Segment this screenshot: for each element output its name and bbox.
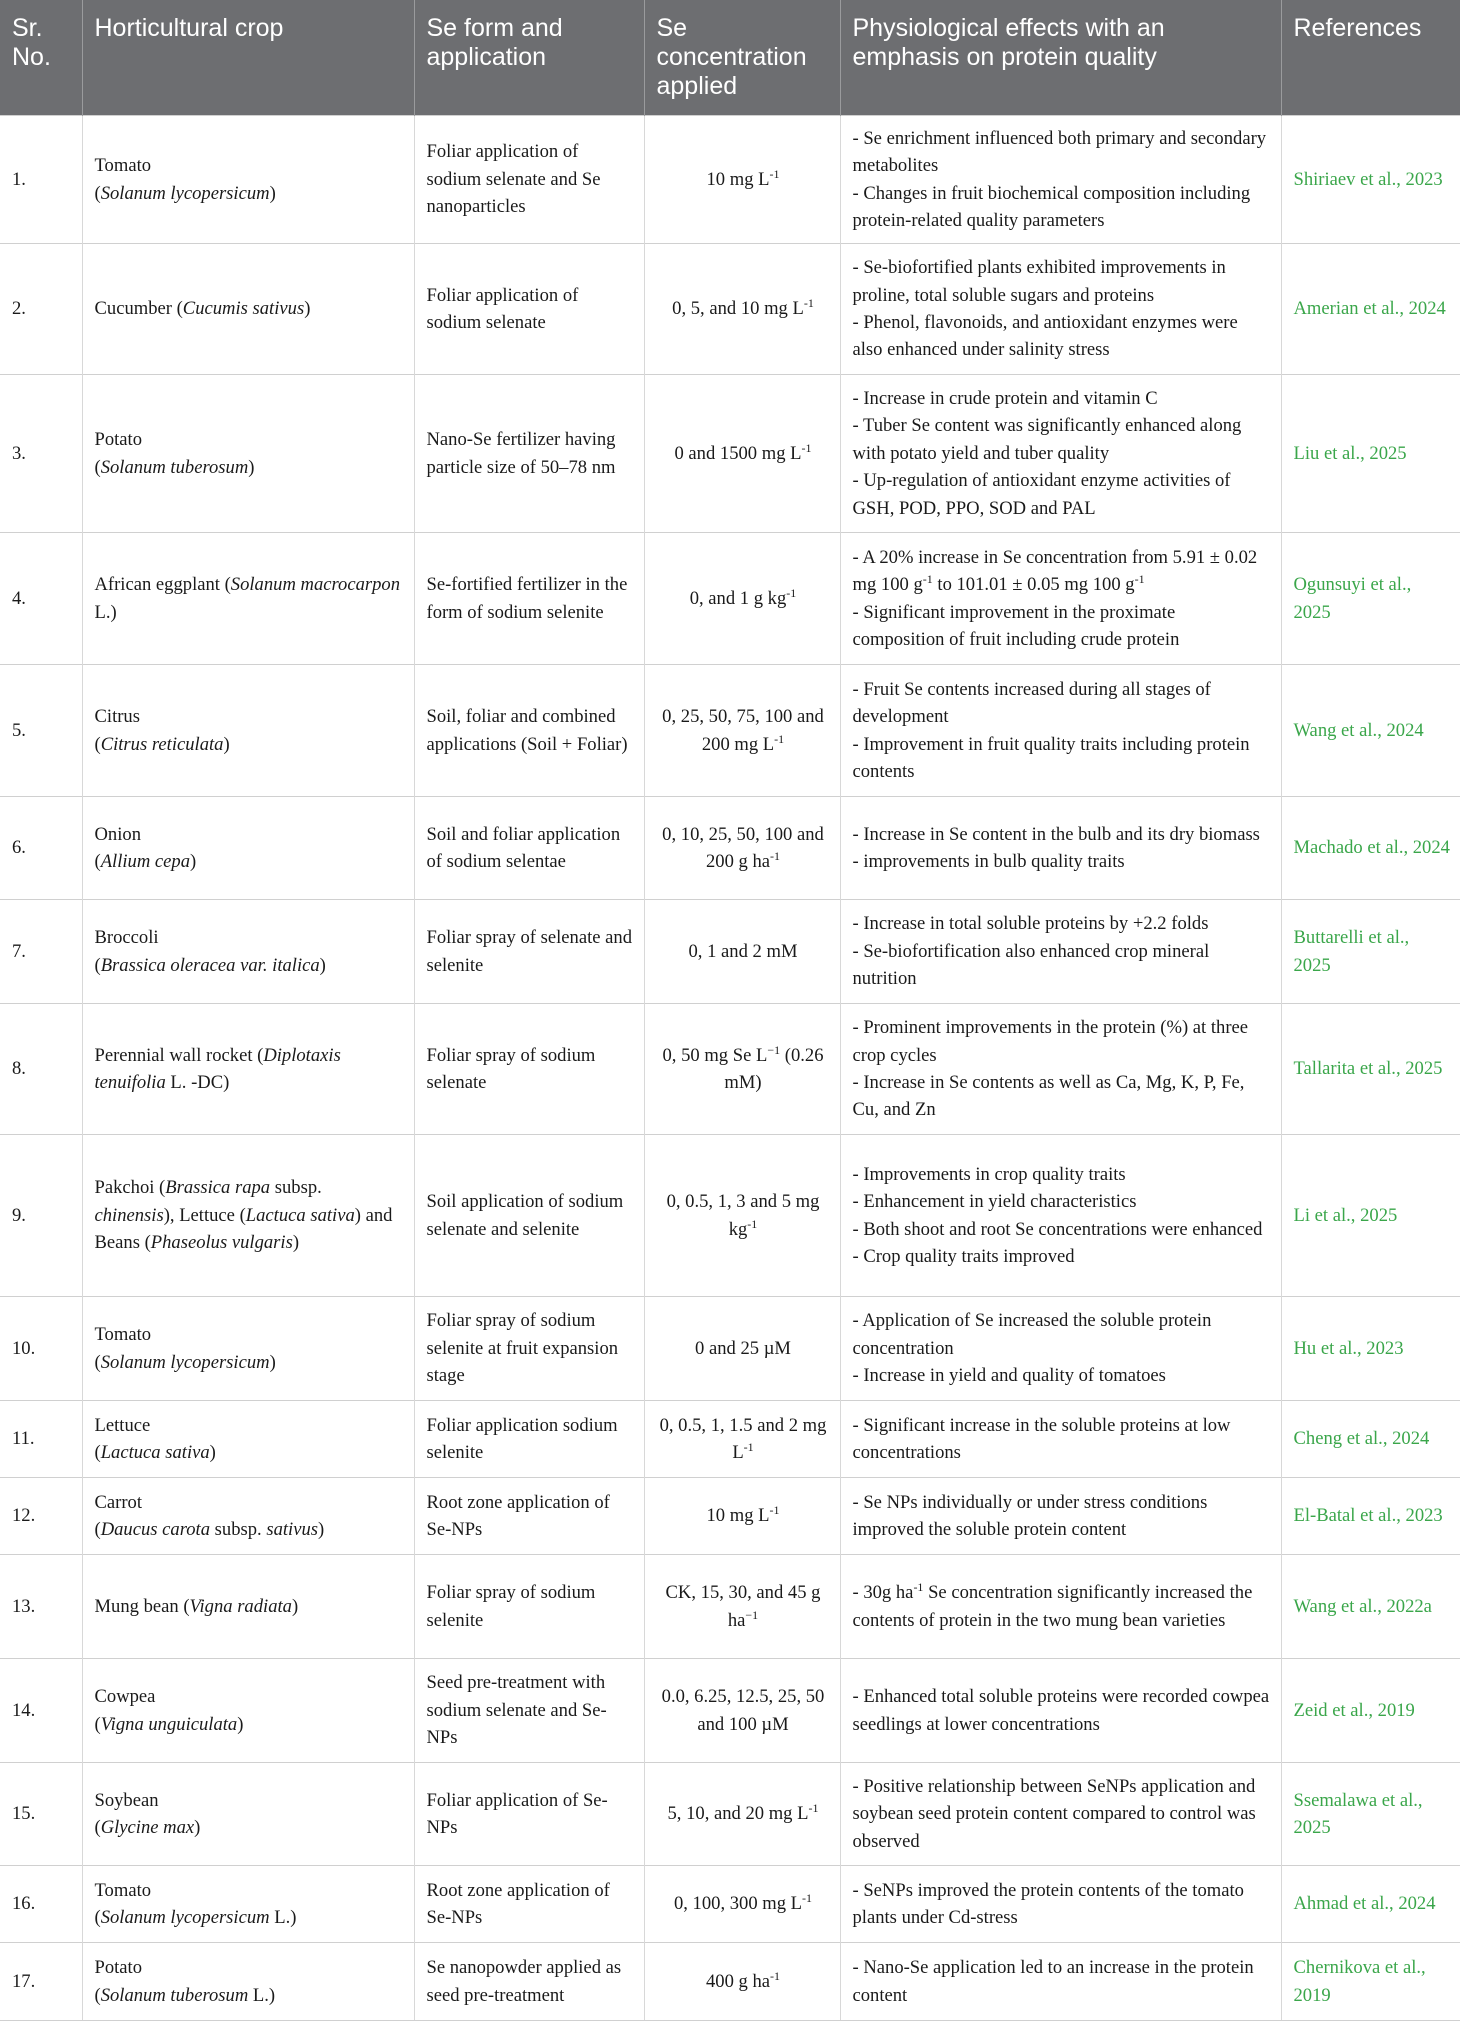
reference-link[interactable]: Amerian et al., 2024 [1281,244,1460,375]
effect-item: - Changes in fruit biochemical composition including protein-related quality parameters [852,182,1251,231]
sr-no-cell: 14. [0,1659,82,1763]
se-concentration-cell: 0.0, 6.25, 12.5, 25, 50 and 100 µM [644,1659,840,1763]
effect-item: - A 20% increase in Se concentration from 5.91 ± 0.02 mg 100 $g^{-1}$ to 101.01 ± 0.05 mg 100 $g^{-1}$ [852,546,1258,596]
sr-no-cell: 11. [0,1401,82,1478]
effect-item: - Increase in Se content in the bulb and its dry biomass [852,823,1260,845]
physiological-effects-cell [840,533,1281,665]
physiological-effects-cell [840,1866,1281,1943]
reference-link[interactable]: Zeid et al., 2019 [1281,1659,1460,1763]
se-concentration-cell: 0, 50 mg Se $L^{-1}$ (0.26 mM) [644,1004,840,1135]
se-form-cell: Se nanopowder applied as seed pre-treatment [414,1943,644,2021]
effect-item: - Enhancement in yield characteristics [852,1191,1137,1213]
sr-no-cell: 16. [0,1866,82,1943]
table-row [0,375,1460,533]
se-concentration-cell: 10 mg $L^{-1}$ [644,1478,840,1555]
sr-no-cell: 12. [0,1478,82,1555]
crop-cell: Onion (Allium cepa) [82,797,414,900]
effect-item: - Se-biofortified plants exhibited improvements in proline, total soluble sugars and proteins [852,257,1226,306]
se-form-cell: Foliar application sodium selenite [414,1401,644,1478]
effect-item: - Improvement in fruit quality traits including protein contents [852,733,1250,782]
effect-item: - Se NPs individually or under stress conditions improved the soluble protein content [852,1491,1208,1540]
physiological-effects-cell [840,1763,1281,1866]
effect-item: - Se-biofortification also enhanced crop mineral nutrition [852,940,1210,990]
physiological-effects-cell [840,116,1281,244]
effect-item: - improvements in bulb quality traits [852,851,1125,872]
reference-link[interactable]: Ssemalawa et al., 2025 [1281,1763,1460,1866]
se-concentration-cell: 0, and 1 g $kg^{-1}$ [644,533,840,665]
reference-link[interactable]: Tallarita et al., 2025 [1281,1004,1460,1135]
crop-cell: Cucumber (Cucumis sativus) [82,244,414,375]
effect-item: - Prominent improvements in the protein (%) at three crop cycles [852,1017,1249,1066]
crop-cell: African eggplant (Solanum macrocarpon L.) [82,533,414,665]
header-sr-no: Sr. No. [0,0,82,116]
sr-no-cell: 17. [0,1943,82,2021]
se-form-cell: Foliar application of sodium selenate and Se nanoparticles [414,116,644,244]
table-header [0,0,1460,116]
crop-cell: Potato (Solanum tuberosum L.) [82,1943,414,2021]
effect-item: - Enhanced total soluble proteins were recorded cowpea seedlings at lower concentrations [852,1686,1270,1735]
reference-link[interactable]: Machado et al., 2024 [1281,797,1460,900]
se-concentration-cell: 0, 1 and 2 mM [644,900,840,1004]
crop-cell: Cowpea (Vigna unguiculata) [82,1659,414,1763]
physiological-effects-cell [840,1297,1281,1401]
sr-no-cell: 4. [0,533,82,665]
table-row [0,1004,1460,1135]
sr-no-cell: 5. [0,665,82,797]
effect-item: - 30g $ha^{-1}$ Se concentration significantly increased the contents of protein in the two mung bean varieties [852,1579,1253,1631]
physiological-effects-cell [840,1004,1281,1135]
table-row [0,900,1460,1004]
se-concentration-cell: 0, 10, 25, 50, 100 and 200 g $ha^{-1}$ [644,797,840,900]
sr-no-cell: 13. [0,1555,82,1659]
crop-cell: Potato (Solanum tuberosum) [82,375,414,533]
reference-link[interactable]: Li et al., 2025 [1281,1135,1460,1297]
table-row [0,1943,1460,2021]
reference-link[interactable]: Buttarelli et al., 2025 [1281,900,1460,1004]
effect-item: - Increase in yield and quality of tomatoes [852,1365,1166,1387]
effect-item: - Positive relationship between SeNPs application and soybean seed protein content compared to control was observed [852,1775,1256,1852]
crop-cell: Broccoli (Brassica oleracea var. italica) [82,900,414,1004]
header-se-concentration: Se concentration applied [644,0,840,116]
reference-link[interactable]: El-Batal et al., 2023 [1281,1478,1460,1555]
se-form-cell: Nano-Se fertilizer having particle size of 50–78 nm [414,375,644,533]
sr-no-cell: 10. [0,1297,82,1401]
crop-cell: Tomato (Solanum lycopersicum L.) [82,1866,414,1943]
se-form-cell: Foliar application of Se-NPs [414,1763,644,1866]
header-row [0,0,1460,116]
sr-no-cell: 6. [0,797,82,900]
effect-item: - Crop quality traits improved [852,1245,1075,1267]
se-concentration-cell: 5, 10, and 20 mg $L^{-1}$ [644,1763,840,1866]
physiological-effects-cell [840,665,1281,797]
effect-item: - Both shoot and root Se concentrations were enhanced [852,1218,1263,1240]
se-concentration-cell: 0 and 1500 mg $L^{-1}$ [644,375,840,533]
se-form-cell: Root zone application of Se-NPs [414,1866,644,1943]
sr-no-cell: 1. [0,116,82,244]
reference-link[interactable]: Chernikova et al., 2019 [1281,1943,1460,2021]
effect-item: - SeNPs improved the protein contents of the tomato plants under Cd-stress [852,1879,1244,1928]
crop-cell: Lettuce (Lactuca sativa) [82,1401,414,1478]
effect-item: - Se enrichment influenced both primary and secondary metabolites [852,127,1267,177]
reference-link[interactable]: Shiriaev et al., 2023 [1281,116,1460,244]
se-form-cell: Foliar spray of sodium selenite [414,1555,644,1659]
effect-item: - Improvements in crop quality traits [852,1163,1126,1185]
table-row [0,533,1460,665]
effect-item: - Increase in total soluble proteins by +2.2 folds [852,913,1209,935]
table-row [0,1478,1460,1555]
se-concentration-cell: 10 mg $L^{-1}$ [644,116,840,244]
physiological-effects-cell [840,1943,1281,2021]
effect-item: - Application of Se increased the soluble protein concentration [852,1310,1212,1359]
sr-no-cell: 2. [0,244,82,375]
table-row [0,1659,1460,1763]
sr-no-cell: 8. [0,1004,82,1135]
se-form-cell: Soil and foliar application of sodium selentae [414,797,644,900]
crop-cell: Tomato (Solanum lycopersicum) [82,1297,414,1401]
se-concentration-cell: 400 g $ha^{-1}$ [644,1943,840,2021]
physiological-effects-cell [840,375,1281,533]
effect-item: - Increase in crude protein and vitamin C [852,387,1158,409]
se-concentration-cell: 0, 0.5, 1, 1.5 and 2 mg $L^{-1}$ [644,1401,840,1478]
crop-cell: Pakchoi (Brassica rapa subsp. chinensis), Lettuce (Lactuca sativa) and Beans (Phaseolus vulgaris) [82,1135,414,1297]
se-form-cell: Foliar application of sodium selenate [414,244,644,375]
physiological-effects-cell [840,1555,1281,1659]
physiological-effects-cell [840,797,1281,900]
header-references: References [1281,0,1460,116]
physiological-effects-cell [840,244,1281,375]
reference-link[interactable]: Cheng et al., 2024 [1281,1401,1460,1478]
effect-item: - Fruit Se contents increased during all stages of development [852,678,1211,728]
crop-cell: Soybean (Glycine max) [82,1763,414,1866]
sr-no-cell: 3. [0,375,82,533]
header-horticultural-crop: Horticultural crop [82,0,414,116]
effect-item: - Significant increase in the soluble proteins at low concentrations [852,1414,1231,1463]
se-concentration-cell: 0, 100, 300 mg $L^{-1}$ [644,1866,840,1943]
effect-item: - Up-regulation of antioxidant enzyme activities of GSH, POD, PPO, SOD and PAL [852,470,1231,519]
effect-item: - Significant improvement in the proximate composition of fruit including crude protein [852,601,1180,650]
table-row [0,1555,1460,1659]
crop-cell: Citrus (Citrus reticulata) [82,665,414,797]
crop-cell: Mung bean (Vigna radiata) [82,1555,414,1659]
se-concentration-cell: 0, 5, and 10 mg $L^{-1}$ [644,244,840,375]
table-row [0,116,1460,244]
effect-item: - Tuber Se content was significantly enhanced along with potato yield and tuber quality [852,415,1242,464]
se-concentration-cell: 0, 0.5, 1, 3 and 5 mg $kg^{-1}$ [644,1135,840,1297]
table-row [0,1763,1460,1866]
physiological-effects-cell [840,1135,1281,1297]
se-form-cell: Root zone application of Se-NPs [414,1478,644,1555]
sr-no-cell: 15. [0,1763,82,1866]
table-row [0,244,1460,375]
table-row [0,797,1460,900]
sr-no-cell: 7. [0,900,82,1004]
header-se-form: Se form and application [414,0,644,116]
header-physiological-effects: Physiological effects with an emphasis on protein quality [840,0,1281,116]
crop-cell: Perennial wall rocket (Diplotaxis tenuifolia L. -DC) [82,1004,414,1135]
se-concentration-cell: CK, 15, 30, and 45 g $ha^{-1}$ [644,1555,840,1659]
table-row [0,1297,1460,1401]
se-form-cell: Se-fortified fertilizer in the form of sodium selenite [414,533,644,665]
reference-link[interactable]: Ogunsuyi et al., 2025 [1281,533,1460,665]
se-form-cell: Soil, foliar and combined applications (Soil + Foliar) [414,665,644,797]
effect-item: - Nano-Se application led to an increase in the protein content [852,1957,1254,2006]
se-form-cell: Foliar spray of sodium selenate [414,1004,644,1135]
se-form-cell: Seed pre-treatment with sodium selenate and Se-NPs [414,1659,644,1763]
crop-cell: Carrot (Daucus carota subsp. sativus) [82,1478,414,1555]
se-form-cell: Soil application of sodium selenate and selenite [414,1135,644,1297]
se-form-cell: Foliar spray of selenate and selenite [414,900,644,1004]
reference-link[interactable]: Wang et al., 2024 [1281,665,1460,797]
table-row [0,1401,1460,1478]
table-row [0,1866,1460,1943]
crop-cell: Tomato (Solanum lycopersicum) [82,116,414,244]
se-form-cell: Foliar spray of sodium selenite at fruit expansion stage [414,1297,644,1401]
effect-item: - Phenol, flavonoids, and antioxidant enzymes were also enhanced under salinity stress [852,312,1238,361]
reference-link[interactable]: Ahmad et al., 2024 [1281,1866,1460,1943]
table-row [0,665,1460,797]
se-concentration-cell: 0, 25, 50, 75, 100 and 200 mg $L^{-1}$ [644,665,840,797]
table-row [0,1135,1460,1297]
reference-link[interactable]: Wang et al., 2022a [1281,1555,1460,1659]
table-body [0,116,1460,2021]
effect-item: - Increase in Se contents as well as Ca, Mg, K, P, Fe, Cu, and Zn [852,1072,1245,1121]
physiological-effects-cell [840,1659,1281,1763]
physiological-effects-cell [840,900,1281,1004]
physiological-effects-cell [840,1478,1281,1555]
se-concentration-cell: 0 and 25 µM [644,1297,840,1401]
reference-link[interactable]: Liu et al., 2025 [1281,375,1460,533]
sr-no-cell: 9. [0,1135,82,1297]
physiological-effects-cell [840,1401,1281,1478]
reference-link[interactable]: Hu et al., 2023 [1281,1297,1460,1401]
